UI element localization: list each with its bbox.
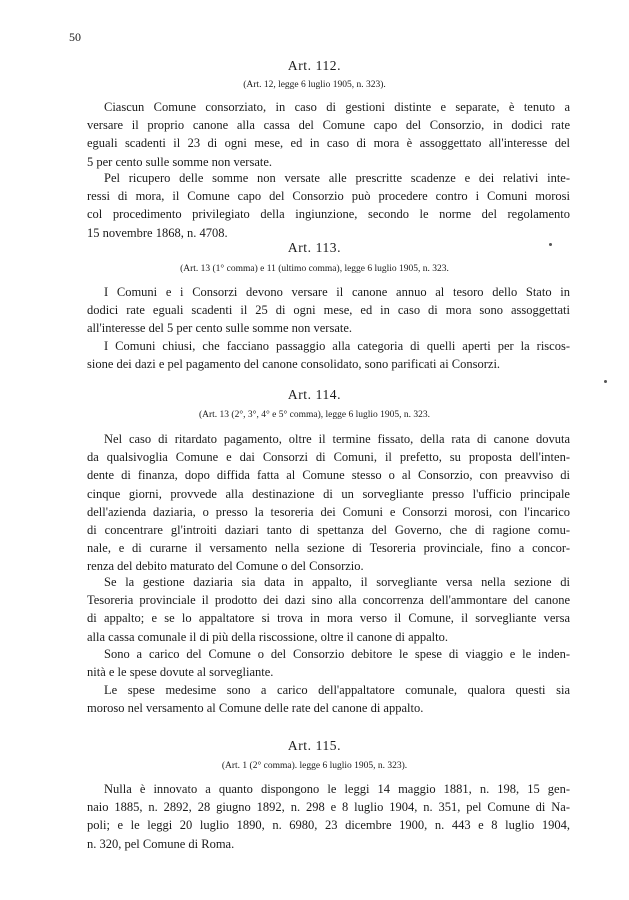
article-title: Art. 113. bbox=[287, 240, 342, 255]
text-line: cinque giorni, provvede alla destinazione di un sorvegliante presso l'ufficio principale bbox=[87, 486, 570, 501]
article-paragraph bbox=[87, 283, 570, 338]
text-line: dente di finanza, dopo diffida fatta al Comune stesso o al Consorzio, con preavviso di bbox=[87, 468, 570, 483]
text-line: Nulla è innovato a quanto dispongono le leggi 14 maggio 1881, n. 198, 15 gen- bbox=[104, 782, 570, 796]
article-reference: (Art. 12, legge 6 luglio 1905, n. 323). bbox=[243, 80, 386, 90]
text-line: di concentrare gl'introiti daziari tanto di spettanza del Governo, che di ragione comu- bbox=[87, 523, 570, 538]
article-paragraph bbox=[87, 430, 570, 576]
scan-speck bbox=[604, 380, 607, 383]
text-line: Le spese medesime sono a carico dell'appaltatore comunale, qualora questi sia bbox=[104, 683, 570, 697]
text-line: Ciascun Comune consorziato, in caso di gestioni distinte e separate, è tenuto a bbox=[104, 100, 570, 114]
article-title: Art. 115. bbox=[287, 738, 342, 753]
article-paragraph bbox=[87, 169, 570, 242]
article-reference: (Art. 13 (2°, 3°, 4° e 5° comma), legge 6 luglio 1905, n. 323. bbox=[198, 410, 431, 420]
article-paragraph bbox=[87, 681, 570, 717]
article-title: Art. 114. bbox=[287, 387, 342, 402]
text-line: Se la gestione daziaria sia data in appalto, il sorvegliante versa nella sezione di bbox=[104, 575, 570, 589]
text-line: di appalto; e se lo appaltatore si trova in mora verso il Comune, il sorvegliante versa bbox=[87, 611, 570, 626]
article-paragraph bbox=[87, 337, 570, 373]
page-number: 50 bbox=[69, 30, 81, 44]
text-line: versare il proprio canone alla cassa del Comune capo del Consorzio, in dodici rate bbox=[87, 118, 570, 133]
text-line: eguali scadenti il 23 di ogni mese, ed in caso di mora è assoggettato all'interesse del bbox=[87, 136, 570, 151]
text-line: Tesoreria provinciale il prodotto dei dazi sino alla concorrenza dell'ammontare del canone bbox=[87, 593, 570, 608]
text-line: moroso nel versamento al Comune delle rate del canone di appalto. bbox=[87, 701, 424, 716]
text-line: n. 320, pel Comune di Roma. bbox=[87, 836, 235, 851]
article-paragraph bbox=[87, 780, 570, 853]
text-line: alla cassa comunale il di più della riscossione, oltre il canone di appalto. bbox=[87, 629, 448, 644]
text-line: nità e le spese dovute al sorvegliante. bbox=[87, 665, 274, 680]
scan-speck bbox=[549, 243, 552, 246]
text-line: poli; e le leggi 20 luglio 1890, n. 6980, 23 dicembre 1900, n. 443 e 8 luglio 1904, bbox=[87, 818, 570, 833]
text-line: all'interesse del 5 per cento sulle somme non versate. bbox=[87, 321, 353, 336]
text-line: Sono a carico del Comune o del Consorzio debitore le spese di viaggio e le inden- bbox=[104, 647, 570, 661]
text-line: sione dei dazi e pel pagamento del canone consolidato, sono parificati ai Consorzi. bbox=[87, 357, 501, 372]
article-reference: (Art. 13 (1° comma) e 11 (ultimo comma), legge 6 luglio 1905, n. 323. bbox=[180, 264, 449, 274]
article-title: Art. 112. bbox=[287, 58, 342, 73]
text-line: ressi di mora, il Comune capo del Consorzio può procedere contro i Comuni morosi bbox=[87, 189, 570, 204]
text-line: Pel ricupero delle somme non versate alle prescritte scadenze e dei relativi inte- bbox=[104, 171, 570, 185]
text-line: 5 per cento sulle somme non versate. bbox=[87, 154, 273, 169]
text-line: da qualsivoglia Comune e dai Consorzi di Comuni, il prefetto, su proposta dell'inten- bbox=[87, 450, 570, 465]
text-line: I Comuni e i Consorzi devono versare il canone annuo al tesoro dello Stato in bbox=[104, 285, 570, 299]
text-line: col procedimento privilegiato della ingiunzione, secondo le norme del regolamento bbox=[87, 207, 570, 222]
text-line: renza del debito maturato del Comune o del Consorzio. bbox=[87, 559, 364, 574]
text-line: nale, e di curarne il versamento nella sezione di Tesoreria provinciale, fino a concor- bbox=[87, 541, 570, 556]
text-line: naio 1885, n. 2892, 28 giugno 1892, n. 298 e 8 luglio 1904, n. 351, pel Comune di Na- bbox=[87, 800, 570, 815]
article-paragraph bbox=[87, 98, 570, 171]
article-paragraph bbox=[87, 573, 570, 646]
text-line: 15 novembre 1868, n. 4708. bbox=[87, 225, 228, 240]
text-line: Nel caso di ritardato pagamento, oltre il termine fissato, della rata di canone dovuta bbox=[104, 432, 570, 446]
text-line: dell'azienda daziaria, o presso la tesoreria dei Comuni e Consorzi morosi, con l'incarico bbox=[87, 504, 570, 519]
text-line: dodici rate eguali scadenti il 25 di ogni mese, ed in caso di mora sono assoggettati bbox=[87, 303, 570, 318]
text-line: I Comuni chiusi, che facciano passaggio alla categoria di quelli aperti per la riscos- bbox=[104, 339, 570, 353]
article-paragraph bbox=[87, 645, 570, 681]
article-reference: (Art. 1 (2° comma). legge 6 luglio 1905, n. 323). bbox=[221, 761, 408, 771]
